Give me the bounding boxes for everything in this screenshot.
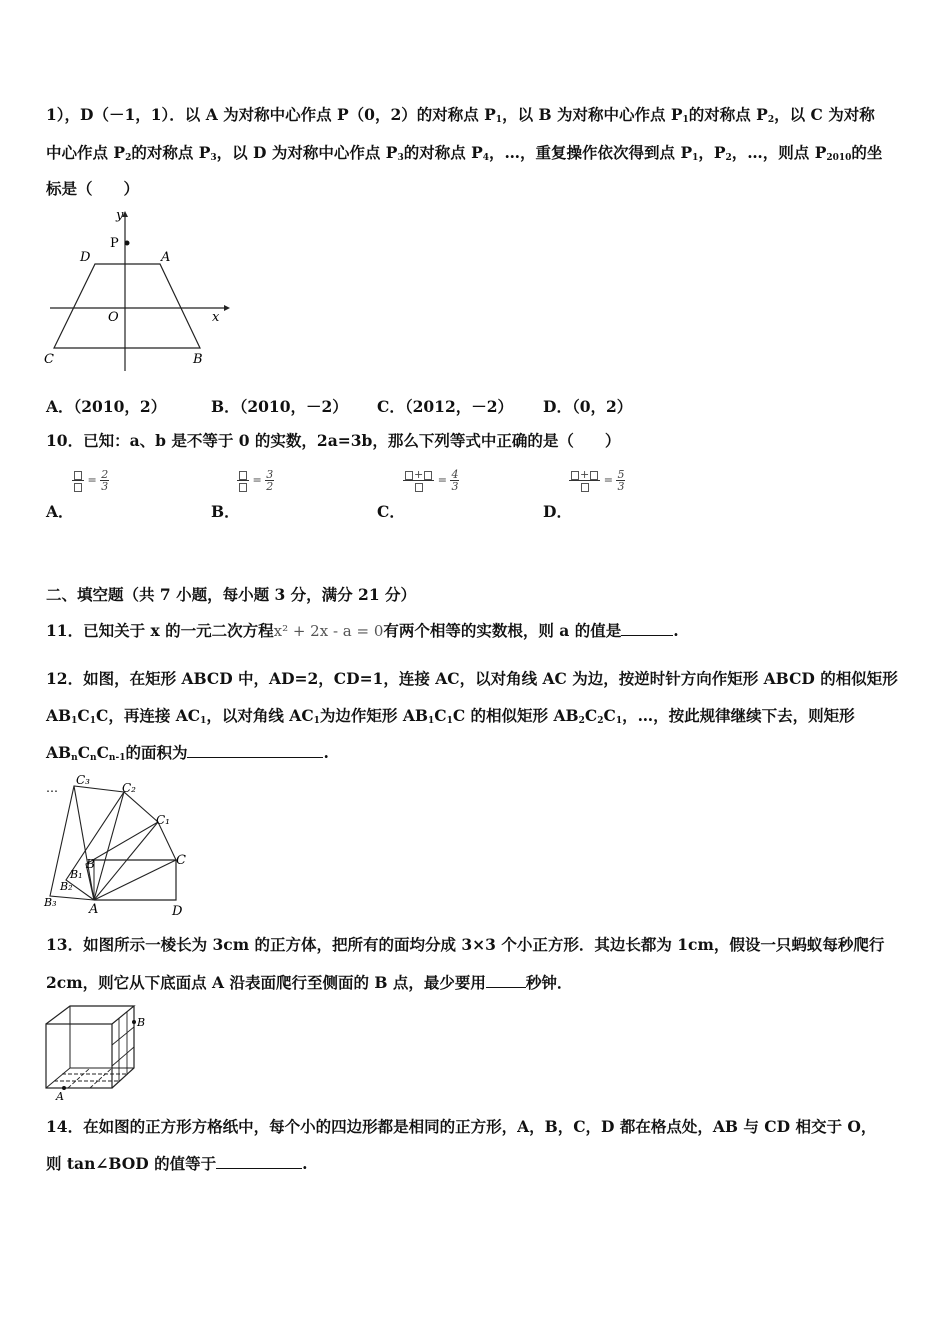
label-b: B bbox=[137, 1016, 146, 1029]
q12-line2: $AB_1C_1C$，再连接 $AC_1$，以对角线 $AC_1$为边作矩形 $AB_1C_1C$ 的相似矩形 $AB_2C_2C_1$，…，按此规律继续下去，则矩形 bbox=[46, 706, 855, 726]
q9-trapezoid-figure bbox=[42, 205, 232, 375]
q10-option-c[interactable]: C． bbox=[377, 502, 405, 521]
q9-line3: 标是（ ） bbox=[46, 179, 140, 198]
rect-ab1c1c bbox=[86, 822, 176, 900]
q10-option-b-formula: = $\frac{3}{2}$ bbox=[237, 469, 274, 492]
diag-ac1 bbox=[94, 822, 158, 900]
q9-option-b[interactable]: B．（2010，－2） bbox=[211, 397, 348, 416]
bottom-grid-4 bbox=[90, 1068, 112, 1088]
q11: 11．已知关于 x 的一元二次方程x² + 2x - a = 0有两个相等的实数根，则 a 的值是 . bbox=[46, 621, 679, 640]
label-a: A bbox=[161, 250, 171, 265]
x-axis-arrow bbox=[224, 305, 230, 311]
label-c2: C₂ bbox=[122, 781, 136, 795]
hidden-edge-3 bbox=[46, 1068, 70, 1088]
label-dots: … bbox=[46, 781, 58, 795]
q10-option-a[interactable]: A． bbox=[46, 502, 74, 521]
label-a: A bbox=[56, 1090, 64, 1102]
label-b1: B₁ bbox=[70, 868, 83, 881]
q9-line2: 中心作点 $P_2$的对称点 $P_3$，以 D 为对称中心作点 $P_3$的对称点 $P_4$，…，重复操作依次得到点 $P_1$，$P_2$，…，则点 $P_{2010}$的坐 bbox=[46, 143, 883, 163]
q10-option-a-formula: = $\frac{2}{3}$ bbox=[72, 469, 109, 492]
label-b2: B₂ bbox=[60, 880, 73, 893]
q10-option-d-formula: + = $\frac{5}{3}$ bbox=[569, 469, 625, 492]
label-c3: C₃ bbox=[76, 773, 90, 787]
label-o: O bbox=[108, 310, 119, 325]
q12-line1: 12．如图，在矩形 ABCD 中，AD=2，CD=1，连接 AC，以对角线 AC 为边，按逆时针方向作矩形 ABCD 的相似矩形 bbox=[46, 669, 898, 688]
q11-answer-blank[interactable] bbox=[621, 621, 673, 636]
diag-ac bbox=[94, 860, 176, 900]
label-b: B bbox=[86, 857, 95, 871]
label-c1: C₁ bbox=[156, 813, 170, 827]
cube-top-face bbox=[46, 1006, 134, 1024]
label-x: x bbox=[212, 310, 220, 325]
label-b3: B₃ bbox=[44, 896, 57, 909]
q10-option-d[interactable]: D． bbox=[543, 502, 572, 521]
label-d: D bbox=[80, 250, 91, 265]
q13-answer-blank[interactable] bbox=[486, 973, 526, 988]
q14-answer-blank[interactable] bbox=[216, 1154, 302, 1169]
label-c: C bbox=[44, 352, 54, 367]
q9-option-c[interactable]: C．（2012，－2） bbox=[377, 397, 514, 416]
rect-ab2c2c1 bbox=[66, 792, 158, 900]
q12-line3: $AB_nC_nC_{n-1}$的面积为 . bbox=[46, 743, 329, 763]
label-y: y bbox=[116, 208, 124, 223]
label-p: P bbox=[110, 236, 119, 251]
q12-answer-blank[interactable] bbox=[187, 743, 323, 758]
q10-option-b[interactable]: B． bbox=[211, 502, 240, 521]
section-title: 二、填空题（共 7 小题，每小题 3 分，满分 21 分） bbox=[46, 585, 417, 604]
q12-rectangles-figure bbox=[42, 772, 202, 920]
q9-option-d[interactable]: D．（0，2） bbox=[543, 397, 633, 416]
right-grid-h2 bbox=[112, 1047, 134, 1066]
cube-right-edge bbox=[112, 1006, 134, 1088]
q11-equation: x² + 2x - a = 0 bbox=[273, 622, 384, 640]
right-grid-h1 bbox=[112, 1027, 134, 1045]
diag-ac2 bbox=[94, 792, 124, 900]
point-p bbox=[125, 241, 130, 246]
bottom-grid-3 bbox=[68, 1068, 90, 1088]
label-b: B bbox=[193, 352, 203, 367]
label-d: D bbox=[172, 904, 183, 919]
q9-option-a[interactable]: A．（2010，2） bbox=[46, 397, 167, 416]
trapezoid-abcd bbox=[54, 264, 200, 348]
q9-line1: 1），D（－1，1）．以 A 为对称中心作点 P（0，2）的对称点 $P_1$，以 B 为对称中心作点 $P_1$的对称点 $P_2$，以 C 为对称 bbox=[46, 105, 875, 125]
q13-cube-figure bbox=[42, 1002, 162, 1102]
label-a: A bbox=[89, 902, 99, 917]
q13-line2: 2cm，则它从下底面点 A 沿表面爬行至侧面的 B 点，最少要用 秒钟． bbox=[46, 973, 573, 992]
q14-line1: 14．在如图的正方形方格纸中，每个小的四边形都是相同的正方形，A，B，C，D 都在格点处，AB 与 CD 相交于 O， bbox=[46, 1117, 877, 1136]
point-b bbox=[132, 1020, 136, 1024]
label-c: C bbox=[176, 853, 186, 868]
q13-line1: 13．如图所示一棱长为 3cm 的正方体，把所有的面均分成 3×3 个小正方形．其边长都为 1cm，假设一只蚂蚁每秒爬行 bbox=[46, 935, 885, 954]
q14-line2: 则 tan∠BOD 的值等于 . bbox=[46, 1154, 308, 1173]
q10-option-c-formula: + = $\frac{4}{3}$ bbox=[403, 469, 459, 492]
q10-stem: 10．已知：a、b 是不等于 0 的实数，2a=3b，那么下列等式中正确的是（ ） bbox=[46, 431, 621, 450]
